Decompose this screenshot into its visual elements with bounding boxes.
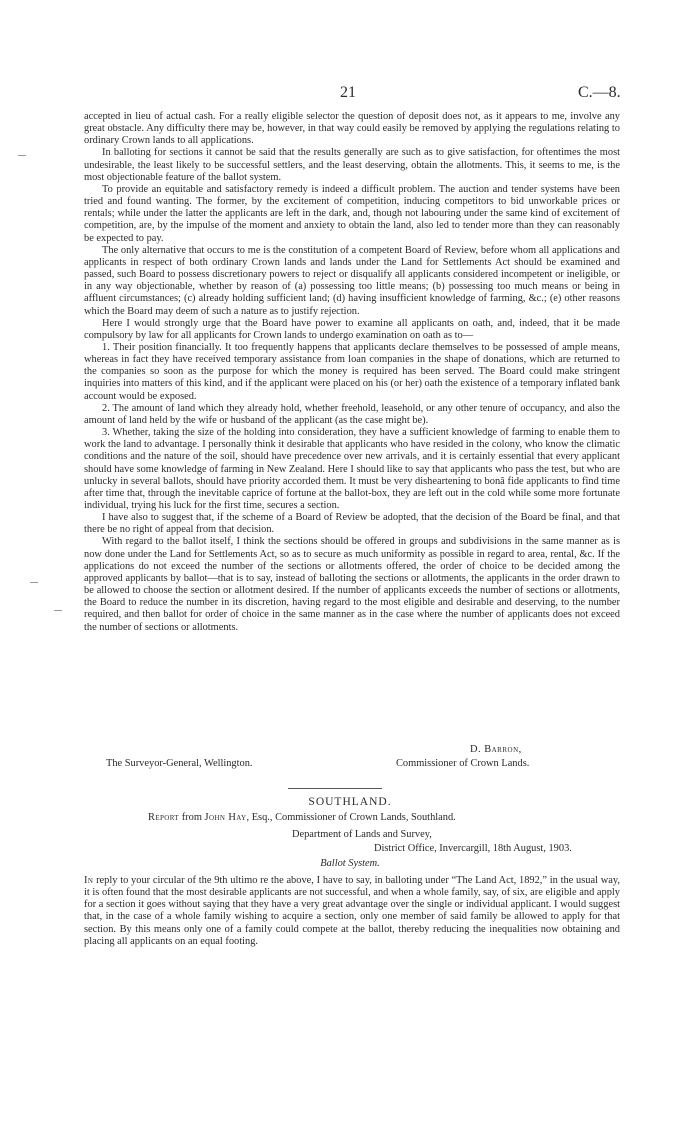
paragraph: I have also to suggest that, if the scheme of a Board of Review be adopted, that the decision of the Board be final, and that there be no right of appeal from that decision.: [84, 512, 620, 536]
paragraph-text: reply to your circular of the 9th ultimo re the above, I have to say, in balloting under “The Land Act, 1892,” in the usual way, it is often found that the most desirable applicants are not successful, and when a whole family, say, of six, are eligible and apply for a section it goes without saying that they have a very great advantage over the single or individual applicant. I would suggest that, in the case of a whole family wishing to acquire a section, only one member of said family be allowed to apply for that section. By this means only one of a family could compete at the ballot, thereby reducing the inequalities now obtaining and placing all applicants on an equal footing.: [84, 875, 620, 947]
office-date-line: District Office, Invercargill, 18th August, 1903.: [374, 843, 572, 854]
paragraph: To provide an equitable and satisfactory remedy is indeed a difficult problem. The auction and tender systems have been tried and found wanting. The former, by the excitement of competition, inducing competitors to bid unworkable prices or rentals; while under the latter the applicants are left in the dark, and, though not labouring under the same kind of excitement of competition, are, by the impulse of the moment and anxiety to obtain the land, also led to tender more than they can reasonably be expected to pay.: [84, 183, 620, 244]
paragraph: 3. Whether, taking the size of the holding into consideration, they have a sufficient knowledge of farming to enable them to work the land to advantage. I personally think it desirable that applicants who have resided in the colony, who know the climatic conditions and the nature of the soil, should have precedence over new arrivals, and it is certainly essential that every applicant should have some knowledge of farming in New Zealand. Here I should like to say that applicants who pass the test, but who are unlucky in several ballots, should have priority accorded them. It must be very disheartening to bonâ fide applicants to find time after time that, through the inevitable caprice of fortune at the ballot-box, they are left out in the cold while some more fortunate individual, trying his luck for the first time, secures a section.: [84, 427, 620, 511]
report-author: John Hay: [204, 812, 247, 823]
report-rest: , Esq., Commissioner of Crown Lands, Southland.: [246, 812, 456, 823]
southland-body: [84, 875, 620, 948]
subsection-title: Ballot System.: [320, 858, 380, 869]
addressee: The Surveyor-General, Wellington.: [106, 758, 253, 769]
signatory-title: Commissioner of Crown Lands.: [396, 758, 530, 769]
paragraph-lead: In: [84, 875, 94, 886]
page-number: 21: [340, 84, 356, 101]
paragraph: In balloting for sections it cannot be said that the results generally are such as to give satisfaction, for oftentimes the most undesirable, the least likely to be successful settlers, and the least deserving, obtain the allotments. This, it seems to me, is the most objectionable feature of the ballot system.: [84, 147, 620, 183]
paragraph: With regard to the ballot itself, I think the sections should be offered in groups and subdivisions in the same manner as is now done under the Land for Settlements Act, so as to secure as much uniformity as possible in regard to area, rental, &c. If the applications do not exceed the number of the sections or allotments offered, the order of choice to be decided among the approved applicants by ballot—that is to say, instead of balloting the sections or allotments, the applicants in the order drawn to be allowed to choose the section or allotment desired. If the number of applicants exceeds the number of sections or allotments, the Board to reduce the number in its discretion, having regard to the most eligible and desirable and deserving, to the number required, and then ballot for order of choice in the same manner as in the case where the number of applicants does not exceed the number of sections or allotments.: [84, 536, 620, 633]
paragraph: Here I would strongly urge that the Board have power to examine all applicants on oath, and, indeed, that it be made compulsory by law for all applicants for Crown lands to undergo examination on oath as to—: [84, 317, 620, 341]
paragraph: accepted in lieu of actual cash. For a really eligible selector the question of deposit does not, as it appears to me, involve any great obstacle. Any difficulty there may be, however, in that way could easily be removed by applying the regulations relating to ordinary Crown lands to all applications.: [84, 111, 620, 147]
margin-mark: [30, 582, 38, 583]
report-label: Report: [148, 812, 180, 823]
section-divider: [288, 788, 382, 789]
paragraph: 1. Their position financially. It too frequently happens that applicants declare themselves to be possessed of ample means, whereas in fact they have received temporary assistance from loan companies in the shape of donations, which are returned to the companies so soon as the purpose for which the money is required has been served. The Board could make stringent inquiries into matters of this kind, and if the applicant were placed on his (or her) oath the existence of a temporary inflated bank account would be exposed.: [84, 341, 620, 402]
report-line: [148, 812, 456, 823]
document-reference: C.—8.: [578, 84, 621, 101]
margin-mark: [18, 155, 26, 156]
paragraph: 2. The amount of land which they already hold, whether freehold, leasehold, or any other tenure of occupancy, and also the amount of land held by the wife or husband of the applicant (as the case might be).: [84, 402, 620, 426]
body-text: [84, 111, 620, 634]
report-from: from: [181, 812, 202, 823]
signature-name: D. Barron,: [470, 744, 522, 755]
paragraph: [84, 875, 620, 948]
margin-mark: [54, 610, 62, 611]
paragraph: The only alternative that occurs to me is the constitution of a competent Board of Review, before whom all applications and applicants in respect of both ordinary Crown lands and lands under the Land for Settlements Act should be examined and passed, such Board to possess discretionary powers to reject or disqualify all applicants considered incompetent or ineligible, or in any way objectionable, whether by reason of (a) possessing too little means; (b) possessing too much means or being in affluent circumstances; (c) already holding sufficient land; (d) having insufficient knowledge of farming, &c.; (e) other reasons which the Board may deem of such a nature as to justify rejection.: [84, 244, 620, 317]
department-line: Department of Lands and Survey,: [292, 829, 432, 840]
section-heading: SOUTHLAND.: [308, 796, 392, 808]
